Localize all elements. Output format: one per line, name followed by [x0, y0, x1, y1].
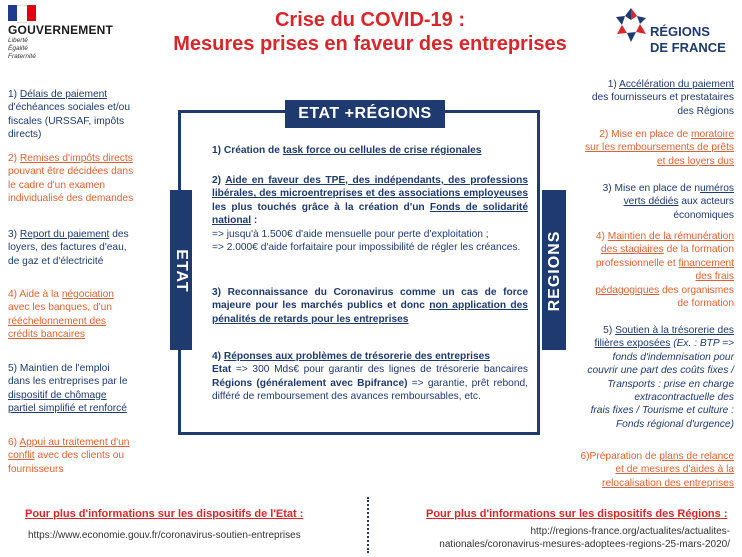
french-flag-icon [8, 5, 36, 21]
footer-regions-link[interactable]: http://regions-france.org/actualites/actualites-nationales/coronavirus-mesures-adoptees-regions-25-mars-2020/ [439, 526, 730, 550]
footer-regions-title: Pour plus d'informations sur les dispositifs des Régions : [426, 508, 728, 520]
regions-label: REGIONS [546, 230, 563, 312]
regions-logo-line-2: DE FRANCE [650, 40, 726, 55]
right-item-3: 3) Mise en place de numéros verts dédiés aux acteurs économiques [602, 183, 734, 221]
etat-label: ETAT [173, 249, 190, 293]
right-item-4: 4) Maintien de la rémunération des stagiaires de la formation professionnelle et financement des frais pédagogiques des organismes de formation [595, 231, 734, 310]
gov-motto-1: Liberté [8, 37, 28, 44]
box-title: ETAT +RÉGIONS [285, 100, 445, 128]
gov-motto-2: Égalité [8, 45, 28, 52]
left-item-4: 4) Aide à la négociation avec les banques, d'un rééchelonnement des crédits bancaires [8, 289, 114, 341]
gov-motto-3: Fraternité [8, 53, 36, 60]
gov-name: GOUVERNEMENT [8, 23, 114, 37]
regions-logo-text [650, 24, 726, 56]
footer-etat-link[interactable]: https://www.economie.gouv.fr/coronavirus-soutien-entreprises [28, 530, 301, 541]
regions-star-icon [612, 6, 650, 46]
title-line-2: Mesures prises en faveur des entreprises [173, 33, 567, 55]
left-item-3: 3) Report du paiement des loyers, des factures d'eau, de gaz et d'électricité [8, 229, 129, 267]
right-item-1: 1) Accélération du paiement des fournisseurs et prestataires des Régions [591, 79, 734, 117]
center-block-3: 3) Reconnaissance du Coronavirus comme un cas de force majeure pour les marchés publics et donc non application des pénalités de retards pour les entreprises [212, 287, 528, 325]
page-title [150, 8, 590, 56]
right-item-2: 2) Mise en place de moratoire sur les remboursements de prêts et des loyers dus [585, 129, 734, 167]
title-line-1: Crise du COVID-19 : [274, 9, 466, 31]
regions-de-france-logo [612, 6, 732, 66]
footer-etat-title: Pour plus d'informations sur les dispositifs de l'Etat : [25, 508, 304, 520]
right-item-6: 6)Préparation de plans de relance et de mesures d'aides à la relocalisation des entreprises [580, 451, 734, 489]
center-block-2: 2) Aide en faveur des TPE, des indépendants, des professions libérales, des microentreprises et des associations employeuses les plus touchés grâce à la création d'un Fonds de solidarité national : => jusqu'à 1.500€ d'aide mensuelle pour perte d'exploitation ; => 2.000€ d'aide forfaitaire pour impossibilité de régler les créances. [212, 175, 528, 254]
center-block-2-line-2: => 2.000€ d'aide forfaitaire pour impossibilité de régler les créances. [212, 242, 521, 254]
left-item-6: 6) Appui au traitement d'un conflit avec des clients ou fournisseurs [8, 437, 130, 475]
left-item-5: 5) Maintien de l'emploi dans les entreprises par le dispositif de chômage partiel simplifié et renforcé [8, 363, 128, 415]
gouvernement-logo [8, 5, 118, 65]
center-block-2-line-1: => jusqu'à 1.500€ d'aide mensuelle pour perte d'exploitation ; [212, 228, 489, 240]
regions-logo-line-1: RÉGIONS [650, 24, 710, 39]
center-block-4: 4) Réponses aux problèmes de trésorerie des entreprises Etat => 300 Mds€ pour garantir des lignes de trésorerie bancaires Régions (généralement avec Bpifrance) => garantie, prêt rebond, différé de remboursement des avances remboursables, etc. [212, 351, 528, 403]
left-item-2: 2) Remises d'impôts directs pouvant être décidées dans le cadre d'un examen individualisé des demandes [8, 153, 134, 205]
left-item-1: 1) Délais de paiement d'échéances sociales et/ou fiscales (URSSAF, impôts directs) [8, 89, 131, 141]
footer-separator [367, 497, 369, 553]
right-item-5: 5) Soutien à la trésorerie des filières exposées (Ex. : BTP => fonds d'indemnisation pour couvrir une part des coûts fixes / Transports : prise en charge extracontractuelle des frais fixes / Tourisme et culture : Fonds régional d'urgence) [587, 325, 734, 430]
center-block-1: 1) Création de task force ou cellules de crise régionales [212, 145, 482, 156]
